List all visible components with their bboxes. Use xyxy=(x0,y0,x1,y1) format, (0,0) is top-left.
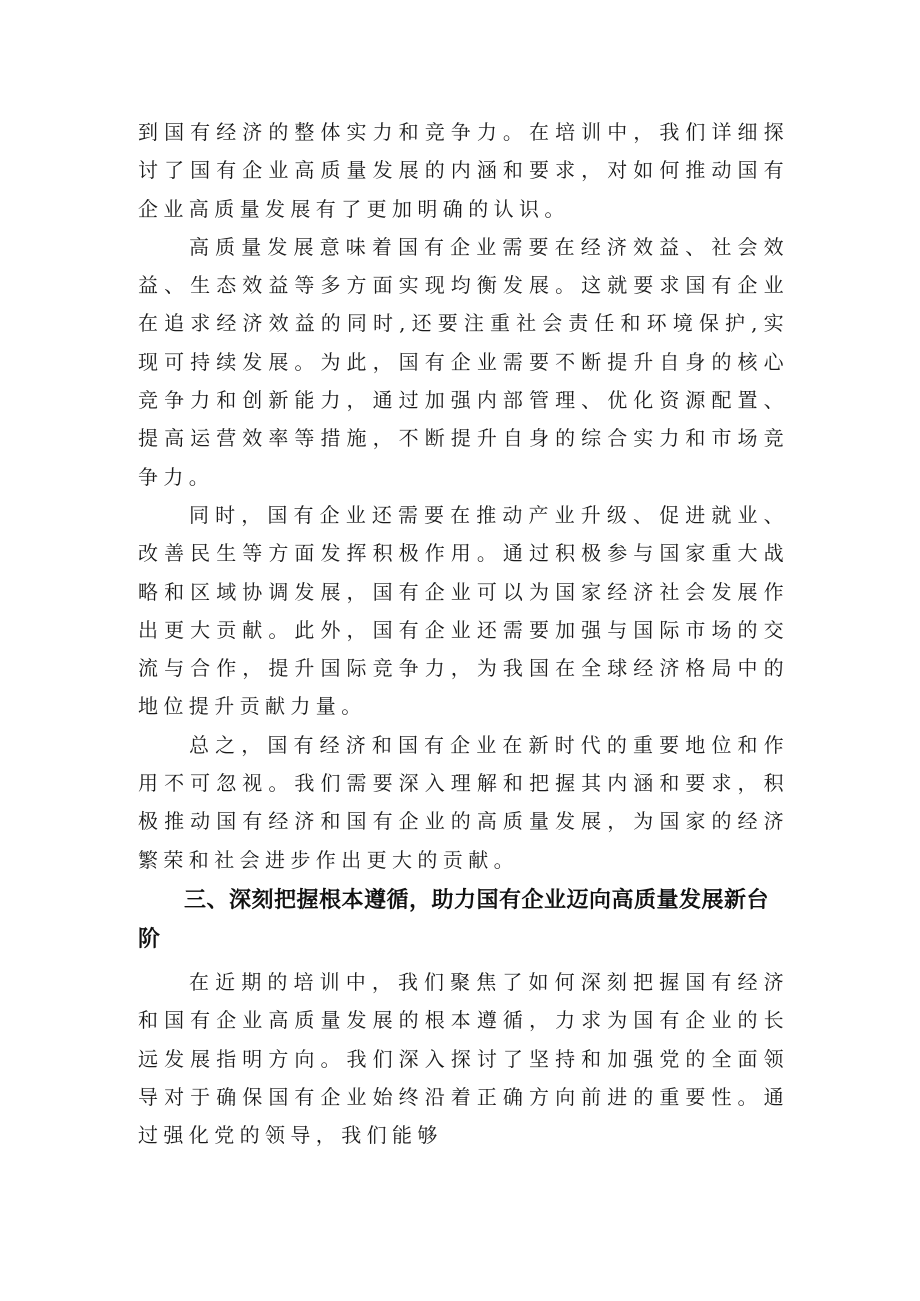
paragraph-continued: 到国有经济的整体实力和竞争力。在培训中，我们详细探讨了国有企业高质量发展的内涵和要求，对如何推动国有企业高质量发展有了更加明确的认识。 xyxy=(138,120,789,221)
paragraph-recent-training: 在近期的培训中，我们聚焦了如何深刻把握国有经济和国有企业高质量发展的根本遵循，力求为国有企业的长远发展指明方向。我们深入探讨了坚持和加强党的全面领导对于确保国有企业始终沿着正确方向前进的重要性。通过强化党的领导，我们能够 xyxy=(138,969,789,1148)
section-heading: 三、深刻把握根本遵循，助力国有企业迈向高质量发展新台阶 xyxy=(138,887,770,952)
paragraph-high-quality-development: 高质量发展意味着国有企业需要在经济效益、社会效益、生态效益等多方面实现均衡发展。这就要求国有企业在追求经济效益的同时,还要注重社会责任和环境保护,实现可持续发展。为此，国有企业需要不断提升自身的核心竞争力和创新能力，通过加强内部管理、优化资源配置、提高运营效率等措施，不断提升自身的综合实力和市场竞争力。 xyxy=(138,234,789,489)
paragraph-summary: 总之，国有经济和国有企业在新时代的重要地位和作用不可忽视。我们需要深入理解和把握其内涵和要求，积极推动国有经济和国有企业的高质量发展，为国家的经济繁荣和社会进步作出更大的贡献。 xyxy=(138,732,789,872)
paragraph-meanwhile: 同时，国有企业还需要在推动产业升级、促进就业、改善民生等方面发挥积极作用。通过积极参与国家重大战略和区域协调发展，国有企业可以为国家经济社会发展作出更大贡献。此外，国有企业还需要加强与国际市场的交流与合作，提升国际竞争力，为我国在全球经济格局中的地位提升贡献力量。 xyxy=(138,502,789,719)
document-body xyxy=(138,113,789,1154)
